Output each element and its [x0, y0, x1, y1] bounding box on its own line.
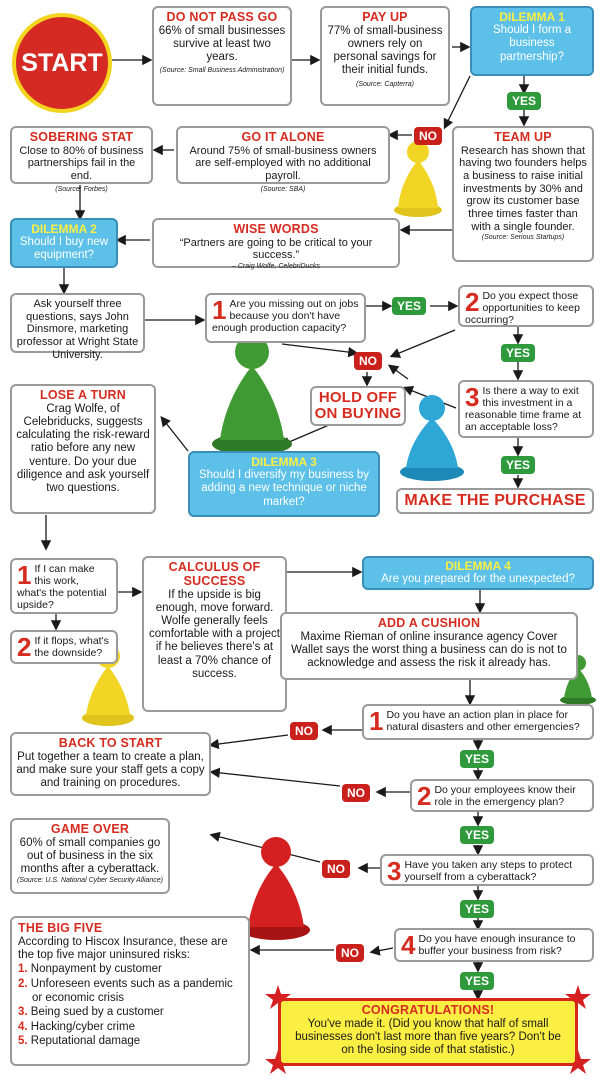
ask-yourself-box	[10, 293, 145, 361]
risk-question-2-text: If it flops, what's the downside?	[34, 635, 109, 660]
plan-question-3-number: 3	[387, 856, 402, 886]
dilemma-1-body: Should I form a business partnership?	[493, 24, 571, 63]
big-five-item: 5. Reputational damage	[18, 1035, 141, 1048]
sobering-stat-title: SOBERING STAT	[29, 130, 134, 144]
big-five-body: According to Hiscox Insurance, these are the top five major uninsured risks:	[18, 935, 228, 961]
big-five-item: 4. Hacking/cyber crime	[18, 1020, 135, 1033]
start-circle	[12, 13, 112, 113]
plan-question-1	[362, 704, 594, 740]
dilemma-3-body: Should I diversify my business by adding a new technique or niche market?	[198, 469, 370, 508]
plan-question-3-text: Have you taken any steps to protect yourself from a cyberattack?	[404, 859, 572, 884]
equipment-question-3-number: 3	[465, 382, 480, 412]
plan-q2-no: NO	[342, 784, 370, 802]
dilemma-1-title: DILEMMA 1	[499, 10, 565, 24]
sobering-stat-body: Close to 80% of business partnerships fail in the end.	[19, 144, 144, 183]
equipment-no: NO	[354, 352, 382, 370]
plan-question-1-number: 1	[369, 706, 384, 736]
plan-question-2	[410, 779, 594, 812]
green-pawn-icon	[212, 335, 292, 455]
pay-up-box	[320, 6, 450, 106]
wise-words-source: – Craig Wolfe, CelebriDucks	[232, 263, 320, 271]
dilemma-4-title: DILEMMA 4	[445, 559, 511, 573]
pay-up-body: 77% of small-business owners rely on personal savings for their initial funds.	[327, 24, 443, 77]
plan-q4-yes: YES	[460, 972, 494, 990]
big-five-list	[18, 962, 242, 1048]
team-up-title: TEAM UP	[494, 130, 552, 144]
red-pawn-icon	[242, 837, 310, 940]
pay-up-source: (Source: Capterra)	[356, 80, 414, 88]
team-up-source: (Source: Serious Startups)	[481, 234, 565, 242]
risk-question-1	[10, 558, 118, 614]
team-up-box	[452, 126, 594, 262]
sobering-stat-box	[10, 126, 153, 193]
dilemma-2-title: DILEMMA 2	[31, 222, 97, 236]
do-not-pass-go-body: 66% of small businesses survive at least two years.	[158, 24, 286, 64]
risk-question-2-number: 2	[17, 632, 32, 662]
sobering-stat-source: (Source: Forbes)	[55, 185, 108, 193]
go-it-alone-title: GO IT ALONE	[241, 130, 325, 144]
hold-off-title: HOLD OFF ON BUYING	[314, 389, 402, 422]
lose-a-turn-box	[10, 384, 156, 514]
risk-question-2	[10, 630, 118, 664]
plan-question-1-text: Do you have an action plan in place for natural disasters and other emergencies?	[386, 709, 580, 734]
equipment-question-3	[458, 380, 594, 438]
big-five-item: 1. Nonpayment by customer	[18, 963, 162, 976]
wise-words-box	[152, 218, 400, 271]
do-not-pass-go-title: DO NOT PASS GO	[166, 10, 278, 24]
wise-words-title: WISE WORDS	[233, 222, 319, 236]
dilemma-1-yes: YES	[507, 92, 541, 110]
game-over-box	[10, 818, 170, 894]
go-it-alone-body: Around 75% of small-business owners are self-employed with no additional payroll.	[189, 144, 377, 183]
equipment-q2-yes: YES	[501, 344, 535, 362]
equipment-q1-yes: YES	[392, 297, 426, 315]
big-five-box	[10, 916, 250, 1066]
plan-q1-yes: YES	[460, 750, 494, 768]
equipment-question-1-text: Are you missing out on jobs because you don't have enough production capacity?	[212, 298, 359, 335]
congratulations-box	[278, 998, 578, 1066]
plan-question-4	[394, 928, 594, 962]
calculus-body: If the upside is big enough, move forward. Wolfe generally feels comfortable with a project if he believes there's at least a 70% chance of success.	[148, 588, 281, 680]
back-to-start-box	[10, 732, 211, 796]
game-over-body: 60% of small companies go out of business in the six months after a cyberattack.	[19, 836, 161, 876]
equipment-q3-yes: YES	[501, 456, 535, 474]
add-a-cushion-box	[280, 612, 578, 680]
equipment-question-3-text: Is there a way to exit this investment in a reasonable time frame at an acceptable loss?	[465, 385, 582, 434]
calculus-of-success-box	[142, 556, 287, 712]
ask-yourself-body: Ask yourself three questions, says John Dinsmore, marketing professor at Wright State University.	[16, 298, 139, 361]
plan-question-2-number: 2	[417, 781, 432, 811]
go-it-alone-box	[176, 126, 390, 193]
plan-q3-yes: YES	[460, 900, 494, 918]
lose-a-turn-title: LOSE A TURN	[40, 388, 126, 402]
calculus-title: CALCULUS OF SUCCESS	[168, 560, 261, 588]
equipment-question-2	[458, 285, 594, 327]
go-it-alone-source: (Source: SBA)	[260, 185, 306, 193]
do-not-pass-go-source: (Source: Small Business Administration)	[159, 67, 285, 75]
dilemma-2-box	[10, 218, 118, 268]
make-purchase-box	[396, 488, 594, 514]
plan-q4-no: NO	[336, 944, 364, 962]
start-label: START	[21, 48, 103, 77]
plan-q3-no: NO	[322, 860, 350, 878]
game-over-title: GAME OVER	[50, 822, 130, 836]
risk-question-1-number: 1	[17, 560, 32, 590]
big-five-item: 3. Being sued by a customer	[18, 1006, 164, 1019]
equipment-question-1	[205, 293, 366, 343]
congratulations-title: CONGRATULATIONS!	[361, 1003, 495, 1017]
add-cushion-title: ADD A CUSHION	[377, 616, 481, 630]
dilemma-3-title: DILEMMA 3	[251, 455, 317, 469]
congratulations-body: You've made it. (Did you know that half of small businesses don't last more than five years? Don't be on the losing side of that statistic.)	[295, 1017, 561, 1057]
plan-question-2-text: Do your employees know their role in the emergency plan?	[434, 784, 576, 809]
wise-words-body: “Partners are going to be critical to your success.”	[179, 236, 373, 262]
big-five-title: THE BIG FIVE	[18, 921, 103, 935]
equipment-question-2-number: 2	[465, 287, 480, 317]
dilemma-2-body: Should I buy new equipment?	[19, 236, 109, 262]
plan-question-3	[380, 854, 594, 886]
do-not-pass-go-box	[152, 6, 292, 106]
dilemma-1-no: NO	[414, 127, 442, 145]
yellow-pawn-top-icon	[394, 141, 442, 217]
game-over-source: (Source: U.S. National Cyber Security Alliance)	[16, 877, 164, 885]
plan-question-4-text: Do you have enough insurance to buffer your business from risk?	[418, 933, 576, 958]
hold-off-box	[310, 386, 406, 426]
make-purchase-title: MAKE THE PURCHASE	[404, 492, 586, 509]
add-cushion-body: Maxime Rieman of online insurance agency Cover Wallet says the worst thing a business can do is not to acknowledge and assess the risk it already has.	[291, 630, 567, 670]
plan-q2-yes: YES	[460, 826, 494, 844]
dilemma-4-body: Are you prepared for the unexpected?	[381, 573, 575, 586]
big-five-item: 2. Unforeseen events such as a pandemic or economic crisis	[18, 977, 233, 1004]
lose-a-turn-body: Crag Wolfe, of Celebriducks, suggests calculating the risk-reward ratio before any new venture. Do your due diligence and ask yourself two questions.	[16, 402, 150, 495]
team-up-body: Research has shown that having two founders helps a business to raise initial investments by 30% and grow its customer base three times faster than with a single founder.	[459, 144, 587, 233]
equipment-question-2-text: Do you expect those opportunities to keep occurring?	[465, 290, 580, 327]
dilemma-3-box	[188, 451, 380, 517]
plan-q1-no: NO	[290, 722, 318, 740]
risk-question-1-text: If I can make this work, what's the potential upside?	[17, 563, 107, 612]
plan-question-4-number: 4	[401, 930, 416, 960]
pay-up-title: PAY UP	[362, 10, 408, 24]
dilemma-4-box	[362, 556, 594, 590]
dilemma-1-box	[470, 6, 594, 76]
equipment-question-1-number: 1	[212, 295, 227, 325]
back-to-start-body: Put together a team to create a plan, and make sure your staff gets a copy and training on procedures.	[16, 750, 205, 790]
back-to-start-title: BACK TO START	[58, 736, 163, 750]
